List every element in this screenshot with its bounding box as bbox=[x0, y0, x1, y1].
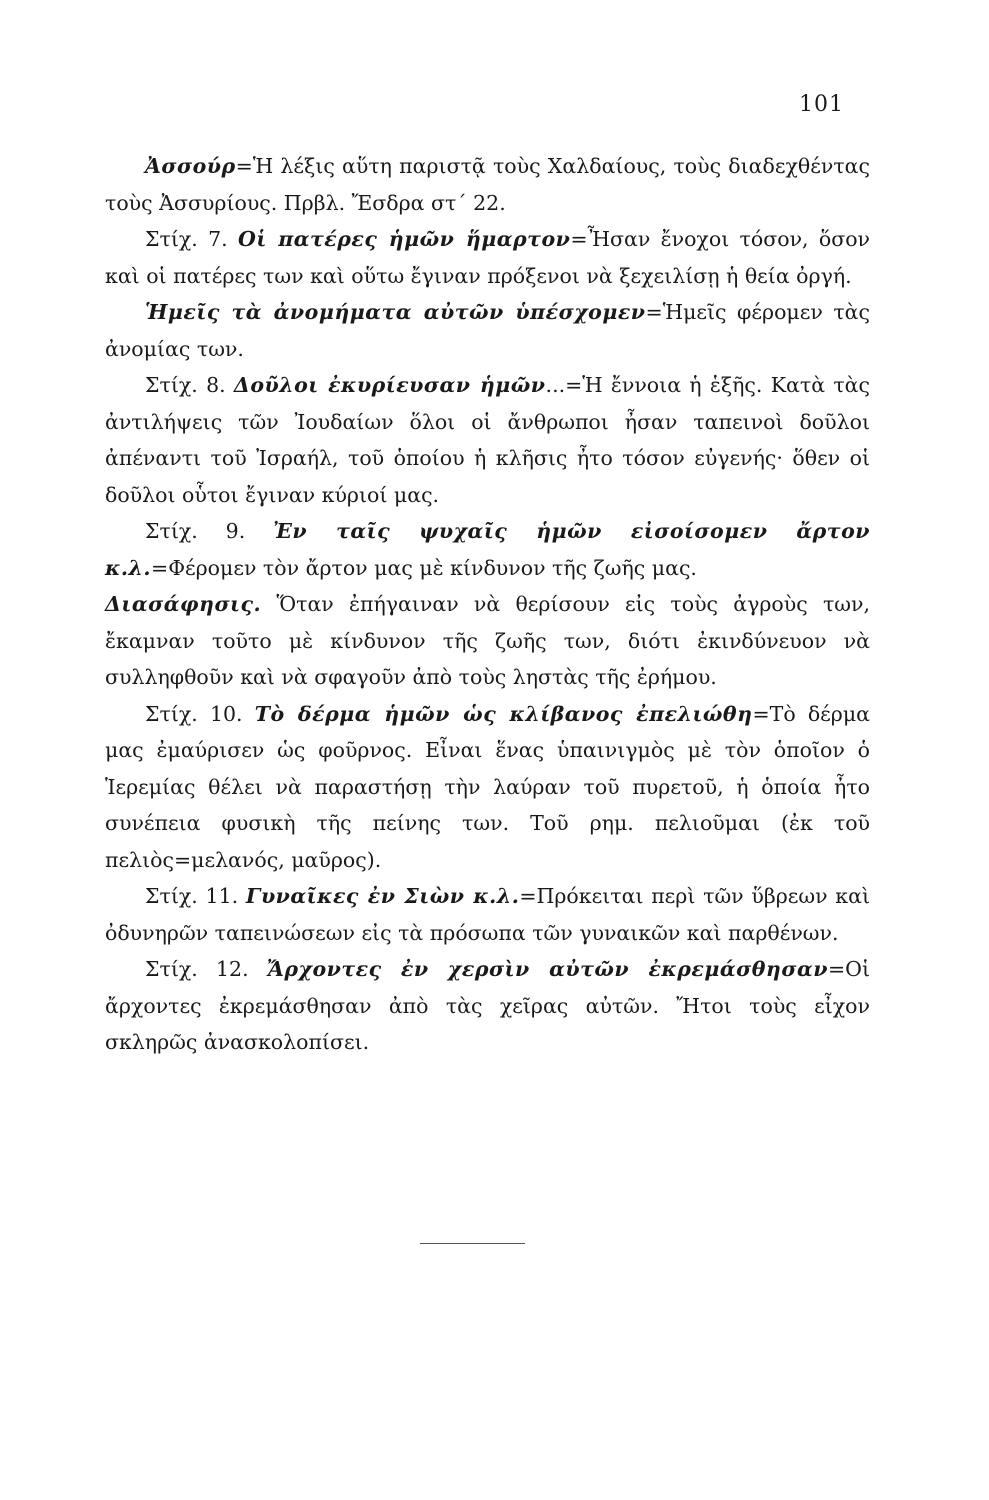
gloss: =Οἱ ἄρχοντες ἐκρεμάσθησαν ἀπὸ τὰς χεῖρας αὐτῶν. Ἤτοι τοὺς εἶχον σκληρῶς ἀνασκολοπίσει. bbox=[105, 957, 870, 1054]
lemma: Γυναῖκες ἐν Σιὼν κ.λ. bbox=[245, 884, 520, 908]
entry-verse-10 bbox=[105, 696, 870, 879]
gloss: =Φέρομεν τὸν ἄρτον μας μὲ κίνδυνον τῆς ζωῆς μας. bbox=[151, 555, 697, 580]
verse-ref: Στίχ. 11. bbox=[145, 884, 246, 908]
entry-verse-12 bbox=[105, 951, 870, 1061]
entry-verse-9 bbox=[105, 513, 870, 586]
gloss: =Ἦσαν ἔνοχοι τόσον, ὅσον καὶ οἱ πατέρες των καὶ οὕτω ἔγιναν πρόξενοι νὰ ξεχειλίσῃ ἡ θεία ὀργή. bbox=[105, 227, 870, 288]
verse-ref: Στίχ. 12. bbox=[145, 957, 267, 981]
gloss: =Πρόκειται περὶ τῶν ὕβρεων καὶ ὀδυνηρῶν ταπεινώσεων εἰς τὰ πρόσωπα τῶν γυναικῶν καὶ παρθένων. bbox=[105, 884, 870, 945]
entry-explanation bbox=[105, 586, 870, 696]
entry-verse-11 bbox=[105, 878, 870, 951]
page-number: 101 bbox=[799, 92, 844, 117]
lemma: Ἡμεῖς τὰ ἀνομήματα αὐτῶν ὑπέσχομεν bbox=[145, 300, 646, 324]
gloss: =Τὸ δέρμα μας ἐμαύρισεν ὡς φοῦρνος. Εἶναι ἕνας ὑπαινιγμὸς μὲ τὸν ὁποῖον ὁ Ἱερεμίας θέλει νὰ παραστήσῃ τὴν λαύραν τοῦ πυρετοῦ, ἡ ὁποία ἦτο συνέπεια φυσικὴ τῆς πείνης των. Τοῦ ρημ. πελιοῦμαι (ἐκ τοῦ πελιὸς=μελανός, μαῦρος). bbox=[105, 701, 871, 872]
gloss: =Ἡμεῖς φέρομεν τὰς ἀνομίας των. bbox=[105, 300, 870, 361]
lemma: Δοῦλοι ἐκυρίευσαν ἡμῶν bbox=[233, 373, 546, 397]
lemma: Τὸ δέρμα ἡμῶν ὡς κλίβανος ἐπελιώθη bbox=[254, 701, 753, 726]
verse-ref: Στίχ. 8. bbox=[145, 373, 234, 397]
lemma: Ἐν ταῖς ψυχαῖς ἡμῶν εἰσοίσομεν ἄρτον κ.λ. bbox=[105, 519, 870, 580]
lemma: Ἄρχοντες ἐν χερσὶν αὐτῶν ἐκρεμάσθησαν bbox=[266, 957, 828, 981]
entry-verse-7b bbox=[105, 294, 870, 367]
entry-verse-7 bbox=[105, 221, 870, 294]
entry-assour bbox=[105, 148, 870, 221]
gloss: Ὅταν ἐπήγαιναν νὰ θερίσουν εἰς τοὺς ἀγροὺς των, ἔκαμναν τοῦτο μὲ κίνδυνον τῆς ζωῆς των, διότι ἐκινδύνευον νὰ συλληφθοῦν καὶ νὰ σφαγοῦν ἀπὸ τοὺς ληστὰς τῆς ἐρήμου. bbox=[105, 592, 870, 689]
section-divider bbox=[420, 1243, 525, 1244]
verse-ref: Στίχ. 10. bbox=[145, 701, 255, 726]
commentary-text bbox=[105, 148, 870, 1061]
lemma: Διασάφησις. bbox=[105, 592, 262, 616]
verse-ref: Στίχ. 9. bbox=[145, 519, 274, 543]
lemma: Οἱ πατέρες ἡμῶν ἥμαρτον bbox=[238, 227, 571, 251]
gloss: ...=Ἡ ἔννοια ἡ ἑξῆς. Κατὰ τὰς ἀντιλήψεις τῶν Ἰουδαίων ὅλοι οἱ ἄνθρωποι ἦσαν ταπεινοὶ δοῦλοι ἀπέναντι τοῦ Ἰσραήλ, τοῦ ὁποίου ἡ κλῆσις ἦτο τόσον εὐγενής· ὅθεν οἱ δοῦλοι οὗτοι ἔγιναν κύριοί μας. bbox=[105, 373, 870, 507]
entry-verse-8 bbox=[105, 367, 870, 513]
lemma: Ἀσσούρ bbox=[145, 154, 236, 178]
gloss: =Ἡ λέξις αὕτη παριστᾷ τοὺς Χαλδαίους, τοὺς διαδεχθέντας τοὺς Ἀσσυρίους. Πρβλ. Ἔσδρα στ΄ 22. bbox=[105, 154, 870, 215]
verse-ref: Στίχ. 7. bbox=[145, 227, 238, 251]
